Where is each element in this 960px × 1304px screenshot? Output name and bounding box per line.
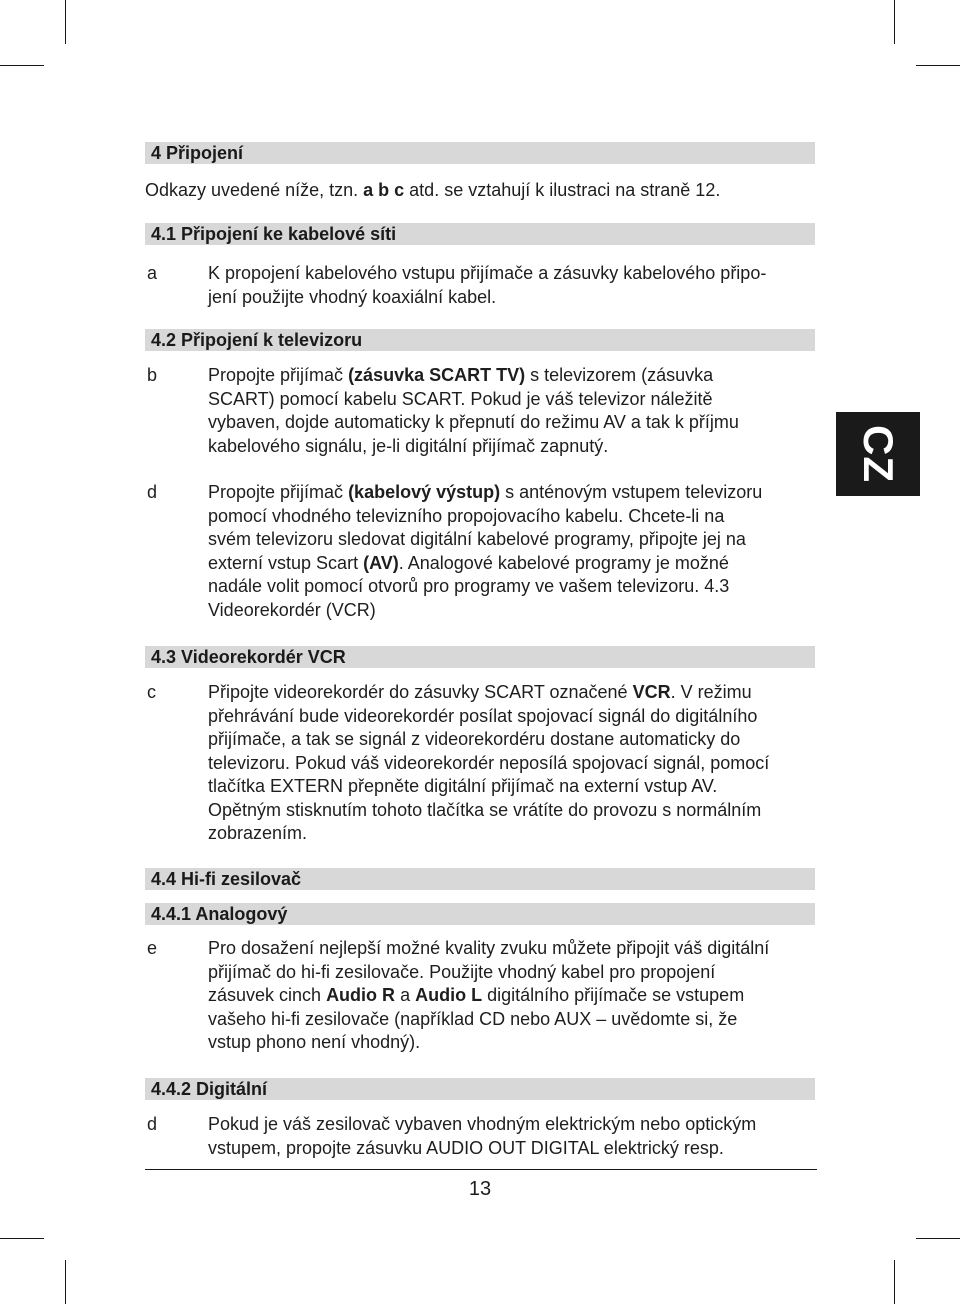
text-run: Pro dosažení nejlepší možné kvality zvuku můžete připojit váš digitální bbox=[208, 938, 770, 958]
text-run: tlačítka EXTERN přepněte digitální přijímač na externí vstup AV. bbox=[208, 776, 718, 796]
text-run: vybaven, dojde automaticky k přepnutí do režimu AV a tak k příjmu bbox=[208, 412, 739, 432]
bold-text-run: Audio R bbox=[326, 985, 396, 1005]
text-run: kabelového signálu, je-li digitální přijímač zapnutý. bbox=[208, 435, 609, 456]
section-heading-4-3: 4.3 Videorekordér VCR bbox=[145, 646, 815, 668]
list-item-a bbox=[145, 262, 817, 309]
section-heading-4: 4 Připojení bbox=[145, 142, 815, 164]
text-run: externí vstup Scart bbox=[208, 552, 364, 573]
list-item-d bbox=[145, 481, 817, 622]
section-heading-4-4-1: 4.4.1 Analogový bbox=[145, 903, 815, 925]
text-run: Videorekordér (VCR) bbox=[208, 599, 376, 620]
item-text bbox=[208, 937, 817, 1055]
text-run: Připojte videorekordér do zásuvky SCART označené bbox=[208, 682, 633, 702]
bold-text-run: VCR bbox=[632, 682, 671, 702]
text-run: a bbox=[395, 985, 416, 1005]
crop-mark-top-left-h bbox=[0, 65, 44, 66]
text-run: . V režimu bbox=[670, 682, 752, 702]
item-letter: e bbox=[147, 938, 158, 958]
text-run: digitálního přijímače se vstupem bbox=[482, 985, 745, 1005]
text-run: s televizorem (zásuvka bbox=[525, 365, 714, 385]
section-heading-4-2: 4.2 Připojení k televizoru bbox=[145, 329, 815, 351]
text-run: nadále volit pomocí otvorů pro programy ve vašem televizoru. 4.3 bbox=[208, 576, 730, 596]
text-run: jení použijte vhodný koaxiální kabel. bbox=[208, 286, 497, 307]
bold-text-run: (zásuvka SCART TV) bbox=[348, 365, 526, 385]
bold-text-run: Audio L bbox=[415, 985, 483, 1005]
section-heading-4-4: 4.4 Hi-fi zesilovač bbox=[145, 868, 815, 890]
bold-text-run: (kabelový výstup) bbox=[348, 482, 501, 502]
item-text bbox=[208, 481, 817, 622]
crop-mark-top-right-h bbox=[916, 65, 960, 66]
text-run: pomocí vhodného televizního propojovacího kabelu. Chcete-li na bbox=[208, 505, 725, 526]
text-run: televizoru. Pokud váš videorekordér neposílá spojovací signál, pomocí bbox=[208, 752, 770, 773]
text-run: přehrávání bude videorekordér posílat spojovací signál do digitálního bbox=[208, 705, 758, 726]
item-letter: a bbox=[147, 263, 158, 283]
item-letter: b bbox=[147, 365, 158, 385]
text-run: atd. se vztahují k ilustraci na straně 12. bbox=[404, 180, 721, 200]
text-run: zobrazením. bbox=[208, 823, 308, 843]
item-text bbox=[208, 681, 817, 846]
text-run: zásuvek cinch bbox=[208, 985, 327, 1005]
item-letter: c bbox=[147, 682, 156, 702]
text-run: přijímače, a tak se signál z videorekordéru dostane automaticky do bbox=[208, 729, 741, 749]
crop-mark-bottom-right-h bbox=[916, 1238, 960, 1239]
item-text bbox=[208, 364, 817, 458]
text-run: Opětným stisknutím tohoto tlačítka se vrátíte do provozu s normálním bbox=[208, 799, 762, 820]
text-run: K propojení kabelového vstupu přijímače a zásuvky kabelového připo- bbox=[208, 263, 767, 283]
footer-rule bbox=[145, 1169, 817, 1170]
item-text bbox=[208, 1113, 817, 1160]
crop-mark-bottom-right bbox=[894, 1260, 895, 1304]
text-run: Pokud je váš zesilovač vybaven vhodným elektrickým nebo optickým bbox=[208, 1114, 757, 1134]
bold-text-run: a b c bbox=[363, 180, 405, 200]
text-run: vstup phono není vhodný). bbox=[208, 1032, 421, 1052]
text-run: Propojte přijímač bbox=[208, 482, 349, 502]
language-tab-label: CZ bbox=[855, 425, 902, 483]
crop-mark-bottom-left-h bbox=[0, 1238, 44, 1239]
text-run: s anténovým vstupem televizoru bbox=[500, 482, 763, 502]
page-number: 13 bbox=[468, 1178, 492, 1200]
bold-text-run: (AV) bbox=[363, 552, 399, 573]
list-item-b bbox=[145, 364, 817, 458]
item-letter: d bbox=[147, 1114, 158, 1134]
item-letter: d bbox=[147, 482, 158, 502]
text-run: vašeho hi-fi zesilovače (například CD nebo AUX – uvědomte si, že bbox=[208, 1008, 738, 1029]
language-tab bbox=[836, 412, 920, 496]
list-item-c bbox=[145, 681, 817, 846]
crop-mark-bottom-left bbox=[65, 1260, 66, 1304]
text-run: přijímač do hi-fi zesilovače. Použijte vhodný kabel pro propojení bbox=[208, 961, 716, 982]
list-item-d-digital bbox=[145, 1113, 817, 1160]
text-run: Propojte přijímač bbox=[208, 365, 349, 385]
section-heading-4-4-2: 4.4.2 Digitální bbox=[145, 1078, 815, 1100]
crop-mark-top-left bbox=[65, 0, 66, 44]
crop-mark-top-right bbox=[894, 0, 895, 44]
text-run: Odkazy uvedené níže, tzn. bbox=[145, 180, 364, 200]
section-intro bbox=[145, 179, 720, 201]
text-run: svém televizoru sledovat digitální kabelové programy, připojte jej na bbox=[208, 529, 746, 549]
text-run: SCART) pomocí kabelu SCART. Pokud je váš televizor náležitě bbox=[208, 388, 713, 409]
section-heading-4-1: 4.1 Připojení ke kabelové síti bbox=[145, 223, 815, 245]
item-text bbox=[208, 262, 817, 309]
list-item-e bbox=[145, 937, 817, 1055]
text-run: . Analogové kabelové programy je možné bbox=[398, 552, 729, 573]
text-run: vstupem, propojte zásuvku AUDIO OUT DIGITAL elektrický resp. bbox=[208, 1137, 724, 1158]
